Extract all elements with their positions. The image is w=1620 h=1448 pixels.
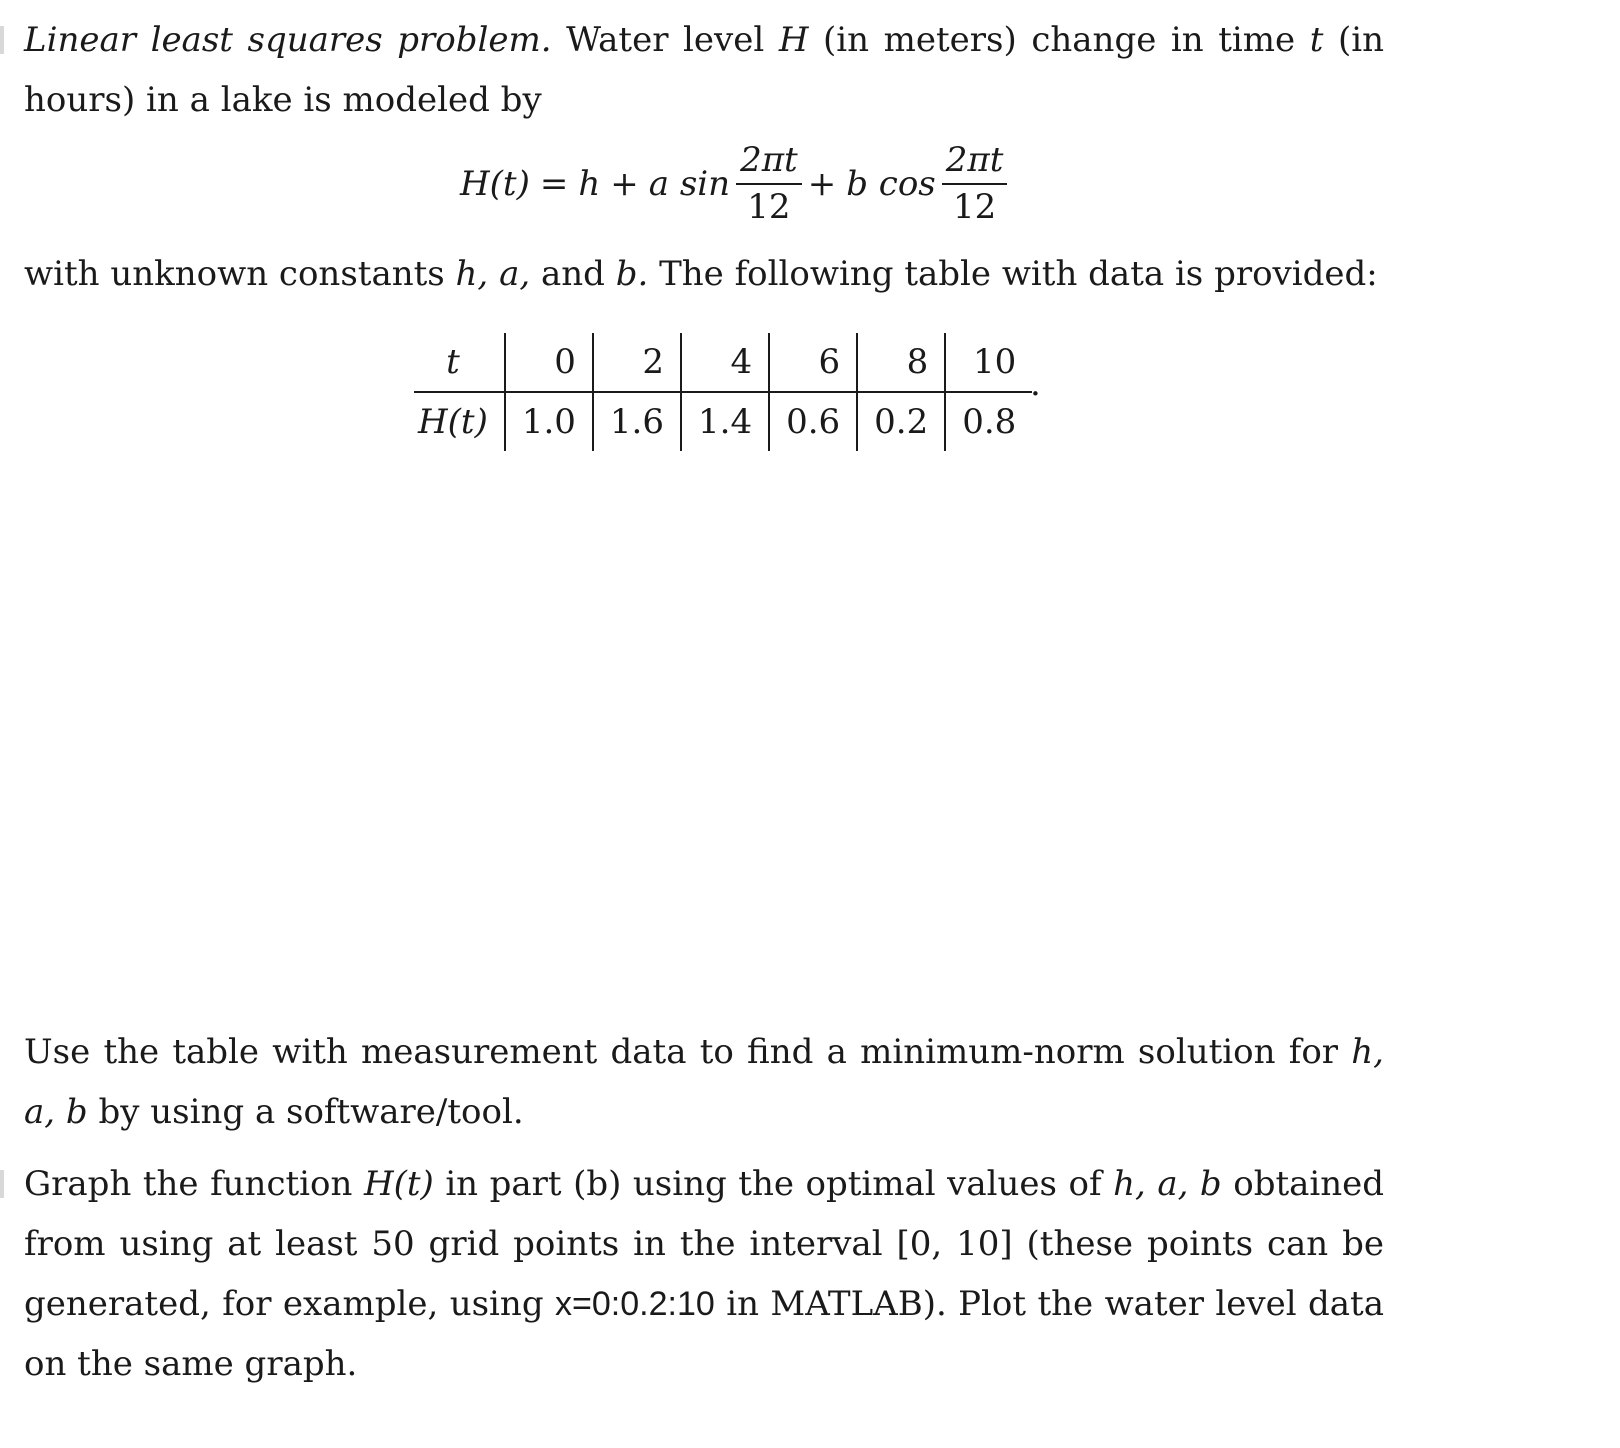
const-b: b. [615, 254, 649, 294]
eq-a-sin: a sin [648, 163, 731, 204]
t-cell: 6 [769, 333, 857, 392]
matlab-code: x=0:0.2:10 [555, 1285, 715, 1323]
var-H: H [778, 20, 809, 60]
margin-mark-top [0, 26, 4, 54]
const-and: and [540, 254, 605, 294]
model-equation [460, 140, 1013, 228]
H-cell: 0.6 [769, 392, 857, 451]
t-cell: 4 [681, 333, 769, 392]
margin-mark-bottom [0, 1170, 4, 1198]
part-b-text-2: by using a software/tool. [98, 1092, 524, 1132]
part-c-text-3: obtained from using at least 50 grid points in the interval [0, 10] (these points can be generated, for example, using [24, 1164, 1385, 1324]
eq-frac1-num: 2πt [740, 140, 798, 180]
row-label-t: t [414, 333, 505, 392]
part-b-paragraph [24, 1022, 1384, 1142]
eq-plus-2: + [807, 163, 837, 204]
constants-suffix: The following table with data is provided: [659, 254, 1378, 294]
table-row-H [414, 392, 1032, 451]
H-cell: 1.6 [593, 392, 681, 451]
part-c-text-2: in part (b) using the optimal values of [445, 1164, 1102, 1204]
part-c-paragraph [24, 1154, 1384, 1394]
problem-title: Linear least squares problem. [24, 20, 552, 60]
const-h: h, [455, 254, 489, 294]
eq-frac2-num: 2πt [945, 140, 1004, 180]
eq-h: h [578, 163, 601, 204]
part-c-vars: h, a, b [1113, 1164, 1222, 1204]
data-table [414, 333, 1032, 451]
eq-fraction-1 [736, 140, 802, 228]
intro-text-4: in a lake is modeled by [146, 80, 542, 120]
const-a: a, [499, 254, 531, 294]
t-cell: 10 [945, 333, 1032, 392]
intro-text-3: (in hours) [24, 20, 1385, 120]
t-cell: 8 [857, 333, 945, 392]
intro-text-2: (in meters) change in time [823, 20, 1296, 60]
eq-frac1-den: 12 [747, 186, 791, 227]
table-trailing-dot: . [1030, 364, 1041, 404]
constants-prefix: with unknown constants [24, 254, 445, 294]
table-row-t [414, 333, 1032, 392]
part-b-vars: h, a, b [24, 1032, 1384, 1132]
var-t: t [1309, 20, 1324, 60]
H-cell: 0.2 [857, 392, 945, 451]
part-b-text-1: Use the table with measurement data to find a minimum-norm solution for [24, 1032, 1339, 1072]
eq-equals: = [539, 163, 569, 204]
eq-b-cos: b cos [846, 163, 936, 204]
constants-paragraph [24, 244, 1424, 304]
t-cell: 0 [505, 333, 593, 392]
eq-plus-1: + [610, 163, 639, 204]
intro-paragraph [24, 10, 1384, 130]
eq-fraction-2 [942, 140, 1008, 228]
row-label-H: H(t) [418, 402, 488, 442]
part-c-text-4: in MATLAB). Plot the water level data on the same graph. [24, 1284, 1384, 1384]
t-cell: 2 [593, 333, 681, 392]
H-cell: 1.0 [505, 392, 593, 451]
intro-text-1: Water level [566, 20, 765, 60]
part-c-text-1: Graph the function [24, 1164, 353, 1204]
part-c-func: H(t) [363, 1164, 434, 1204]
eq-frac2-den: 12 [952, 186, 997, 227]
H-cell: 0.8 [945, 392, 1032, 451]
H-cell: 1.4 [681, 392, 769, 451]
eq-lhs: H(t) [460, 163, 530, 204]
